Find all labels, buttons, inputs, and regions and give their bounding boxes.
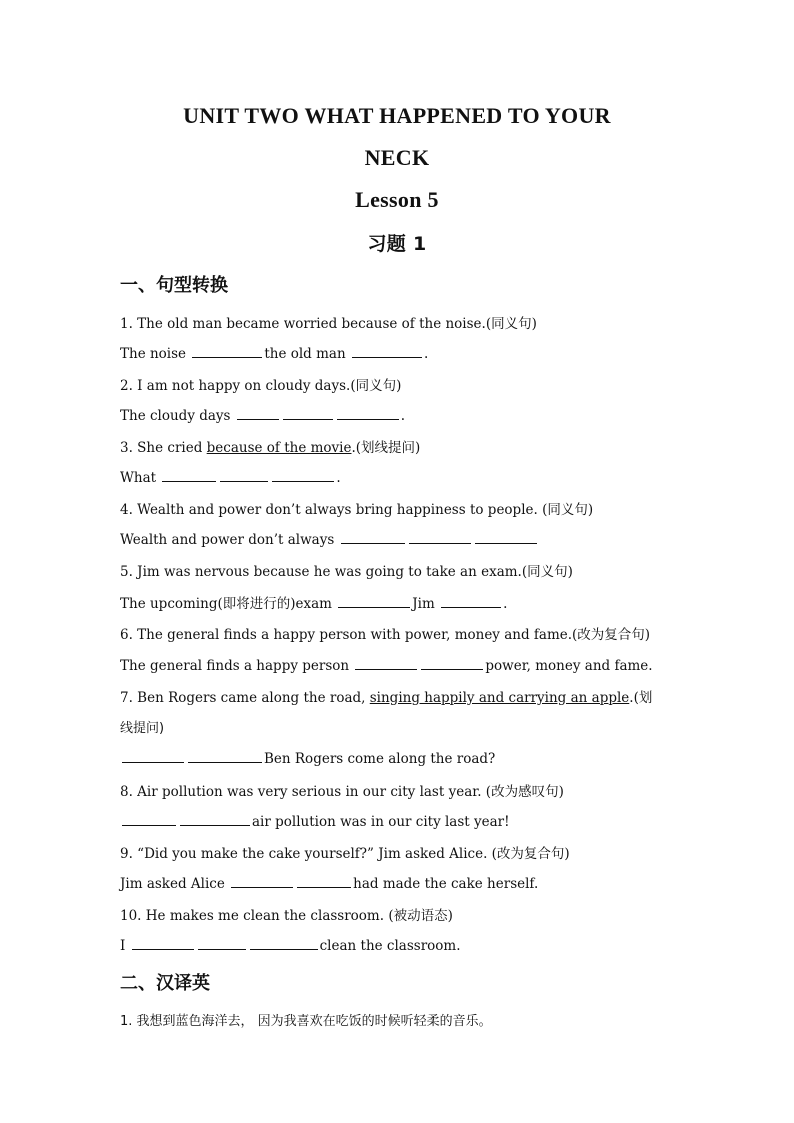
answer-blank[interactable]: [188, 748, 262, 763]
question-5: 5. Jim was nervous because he was going to take an exam.(同义句): [120, 564, 573, 580]
answer-blank[interactable]: [198, 935, 246, 950]
answer-blank[interactable]: [250, 935, 318, 950]
answer-10: [120, 935, 461, 954]
exercise-title: 习题 1: [367, 233, 427, 255]
underlined-phrase: singing happily and carrying an apple: [369, 690, 630, 706]
answer-blank[interactable]: [297, 873, 351, 888]
answer-blank[interactable]: [337, 405, 399, 420]
answer-7: [120, 748, 495, 767]
answer-blank[interactable]: [272, 467, 334, 482]
answer-blank[interactable]: [220, 467, 268, 482]
question-10: 10. He makes me clean the classroom. (被动语态): [120, 908, 453, 924]
answer-8: [120, 811, 510, 830]
question-4: 4. Wealth and power don’t always bring happiness to people. (同义句): [120, 502, 594, 518]
answer-text: The upcoming(即将进行的)exam: [120, 596, 337, 612]
answer-blank[interactable]: [352, 343, 422, 358]
answer-text: I: [120, 938, 130, 954]
answer-text: the old man: [264, 346, 350, 362]
answer-5: [120, 592, 507, 612]
answer-blank[interactable]: [231, 873, 293, 888]
section1-heading: 一、句型转换: [120, 275, 228, 296]
question-7: [120, 686, 652, 706]
answer-blank[interactable]: [341, 529, 405, 544]
answer-1: [120, 343, 428, 362]
answer-text: Ben Rogers come along the road?: [264, 751, 496, 767]
answer-blank[interactable]: [441, 593, 501, 608]
answer-blank[interactable]: [122, 811, 176, 826]
answer-text: The cloudy days: [120, 408, 235, 424]
answer-text: had made the cake herself.: [353, 876, 539, 892]
answer-text: The noise: [120, 346, 191, 362]
answer-text: air pollution was in our city last year!: [252, 814, 510, 830]
answer-text: power, money and fame.: [485, 658, 653, 674]
answer-blank[interactable]: [355, 655, 417, 670]
answer-2: [120, 405, 405, 424]
answer-blank[interactable]: [122, 748, 184, 763]
translation-question-1: 1. 我想到蓝色海洋去， 因为我喜欢在吃饭的时候听轻柔的音乐。: [120, 1014, 492, 1029]
section2-heading: 二、汉译英: [120, 973, 210, 994]
answer-text: .: [503, 596, 508, 612]
question-text: .(划: [629, 690, 653, 706]
answer-blank[interactable]: [162, 467, 216, 482]
question-1: 1. The old man became worried because of the noise.(同义句): [120, 316, 537, 332]
answer-6: [120, 655, 653, 674]
answer-text: .: [423, 346, 429, 362]
answer-4: [120, 529, 539, 548]
answer-text: Wealth and power don’t always: [120, 532, 339, 548]
answer-blank[interactable]: [421, 655, 483, 670]
question-7-continued: 线提问): [120, 721, 165, 736]
answer-blank[interactable]: [409, 529, 471, 544]
underlined-phrase: because of the movie: [206, 440, 352, 456]
unit-title-line2: NECK: [364, 145, 430, 170]
answer-blank[interactable]: [132, 935, 194, 950]
question-8: 8. Air pollution was very serious in our city last year. (改为感叹句): [120, 784, 564, 800]
question-3: [120, 436, 420, 456]
answer-3: [120, 467, 341, 486]
answer-blank[interactable]: [475, 529, 537, 544]
answer-blank[interactable]: [180, 811, 250, 826]
answer-text: Jim asked Alice: [120, 876, 230, 892]
lesson-title: Lesson 5: [355, 187, 439, 212]
answer-blank[interactable]: [192, 343, 262, 358]
answer-text: clean the classroom.: [319, 938, 461, 954]
answer-9: [120, 873, 538, 892]
question-text: 3. She cried: [120, 440, 207, 456]
question-9: 9. “Did you make the cake yourself?” Jim asked Alice. (改为复合句): [120, 846, 570, 862]
question-text: .(划线提问): [351, 440, 421, 456]
answer-text: What: [120, 470, 161, 486]
answer-text: .: [400, 408, 406, 424]
answer-text: .: [336, 470, 341, 486]
question-2: 2. I am not happy on cloudy days.(同义句): [120, 378, 402, 394]
answer-text: The general finds a happy person: [120, 658, 354, 674]
answer-text: Jim: [412, 596, 440, 612]
question-6: 6. The general finds a happy person with power, money and fame.(改为复合句): [120, 627, 651, 643]
unit-title-line1: UNIT TWO WHAT HAPPENED TO YOUR: [183, 103, 611, 128]
answer-blank[interactable]: [237, 405, 279, 420]
question-text: 7. Ben Rogers came along the road,: [120, 690, 370, 706]
answer-blank[interactable]: [283, 405, 333, 420]
answer-blank[interactable]: [338, 593, 410, 608]
